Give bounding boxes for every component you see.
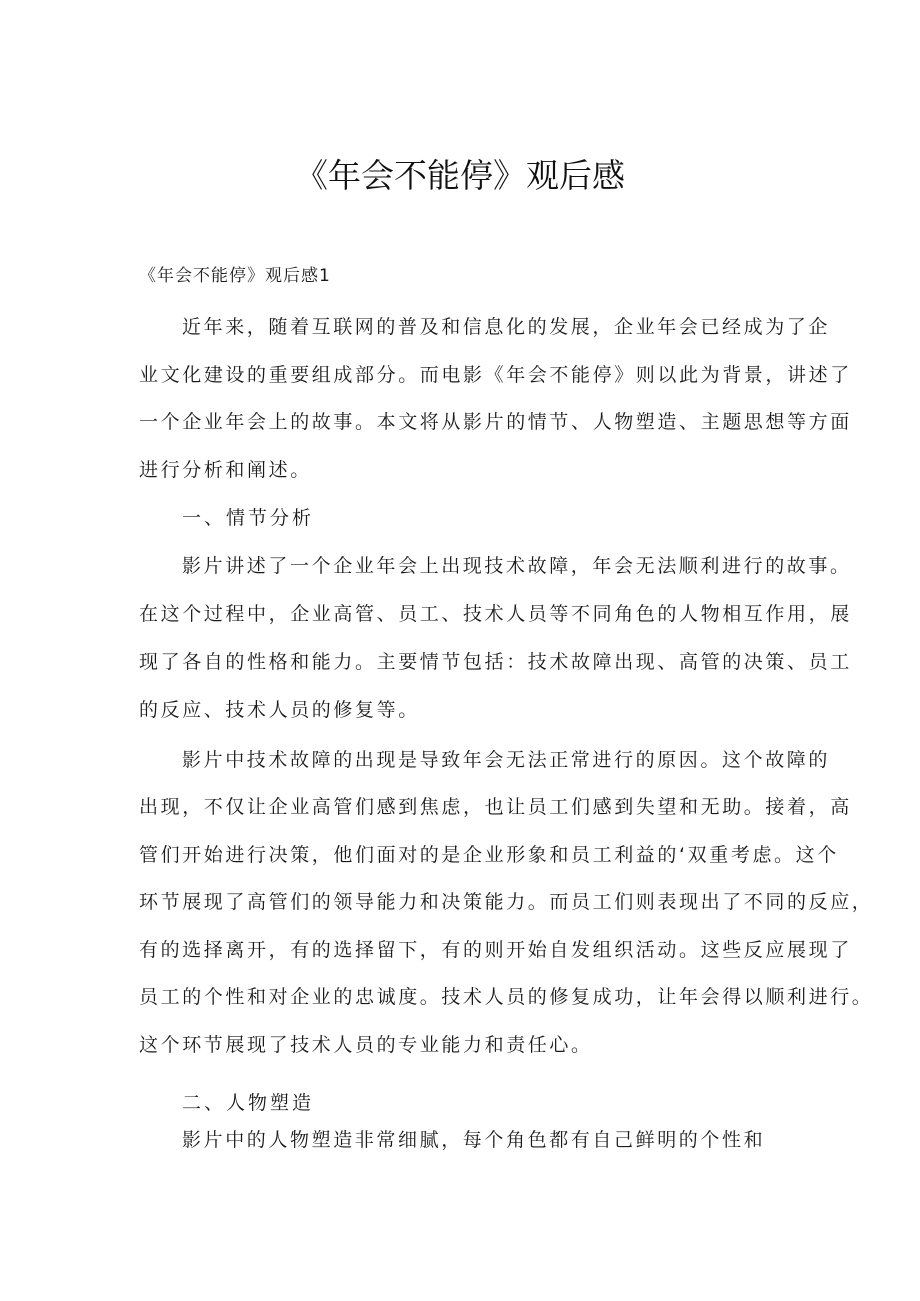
article-subtitle: 《年会不能停》观后感1 bbox=[139, 266, 331, 286]
document-title: 《年会不能停》观后感 bbox=[295, 156, 625, 195]
plot-p2-line-2: 出现，不仅让企业高管们感到焦虑，也让员工们感到失望和无助。接着，高 bbox=[139, 796, 852, 818]
intro-line-1: 近年来，随着互联网的普及和信息化的发展，企业年会已经成为了企 bbox=[182, 316, 831, 338]
plot-p2-line-6: 员工的个性和对企业的忠诚度。技术人员的修复成功，让年会得以顺利进行。 bbox=[139, 986, 874, 1008]
section-heading-plot: 一、情节分析 bbox=[182, 507, 315, 529]
intro-line-2: 业文化建设的重要组成部分。而电影《年会不能停》则以此为背景，讲述了 bbox=[139, 364, 852, 386]
plot-p2-line-3: 管们开始进行决策，他们面对的是企业形象和员工利益的‘双重考虑。这个 bbox=[139, 844, 839, 866]
plot-p1-line-2: 在这个过程中，企业高管、员工、技术人员等不同角色的人物相互作用，展 bbox=[139, 603, 852, 625]
plot-p1-line-1: 影片讲述了一个企业年会上出现技术故障，年会无法顺利进行的故事。 bbox=[182, 555, 852, 577]
plot-p2-line-5: 有的选择离开，有的选择留下，有的则开始自发组织活动。这些反应展现了 bbox=[139, 939, 852, 961]
plot-p2-line-4: 环节展现了高管们的领导能力和决策能力。而员工们则表现出了不同的反应， bbox=[139, 891, 874, 913]
plot-p2-line-7: 这个环节展现了技术人员的专业能力和责任心。 bbox=[139, 1034, 593, 1056]
plot-p2-line-1: 影片中技术故障的出现是导致年会无法正常进行的原因。这个故障的 bbox=[182, 749, 831, 771]
plot-p1-line-3: 现了各自的性格和能力。主要情节包括：技术故障出现、高管的决策、员工 bbox=[139, 651, 852, 673]
section-heading-characters: 二、人物塑造 bbox=[182, 1092, 315, 1114]
characters-p1-line-1: 影片中的人物塑造非常细腻，每个角色都有自己鲜明的个性和 bbox=[182, 1129, 766, 1151]
plot-p1-line-4: 的反应、技术人员的修复等。 bbox=[139, 699, 420, 721]
intro-line-4: 进行分析和阐述。 bbox=[139, 459, 312, 481]
intro-line-3: 一个企业年会上的故事。本文将从影片的情节、人物塑造、主题思想等方面 bbox=[139, 411, 852, 433]
